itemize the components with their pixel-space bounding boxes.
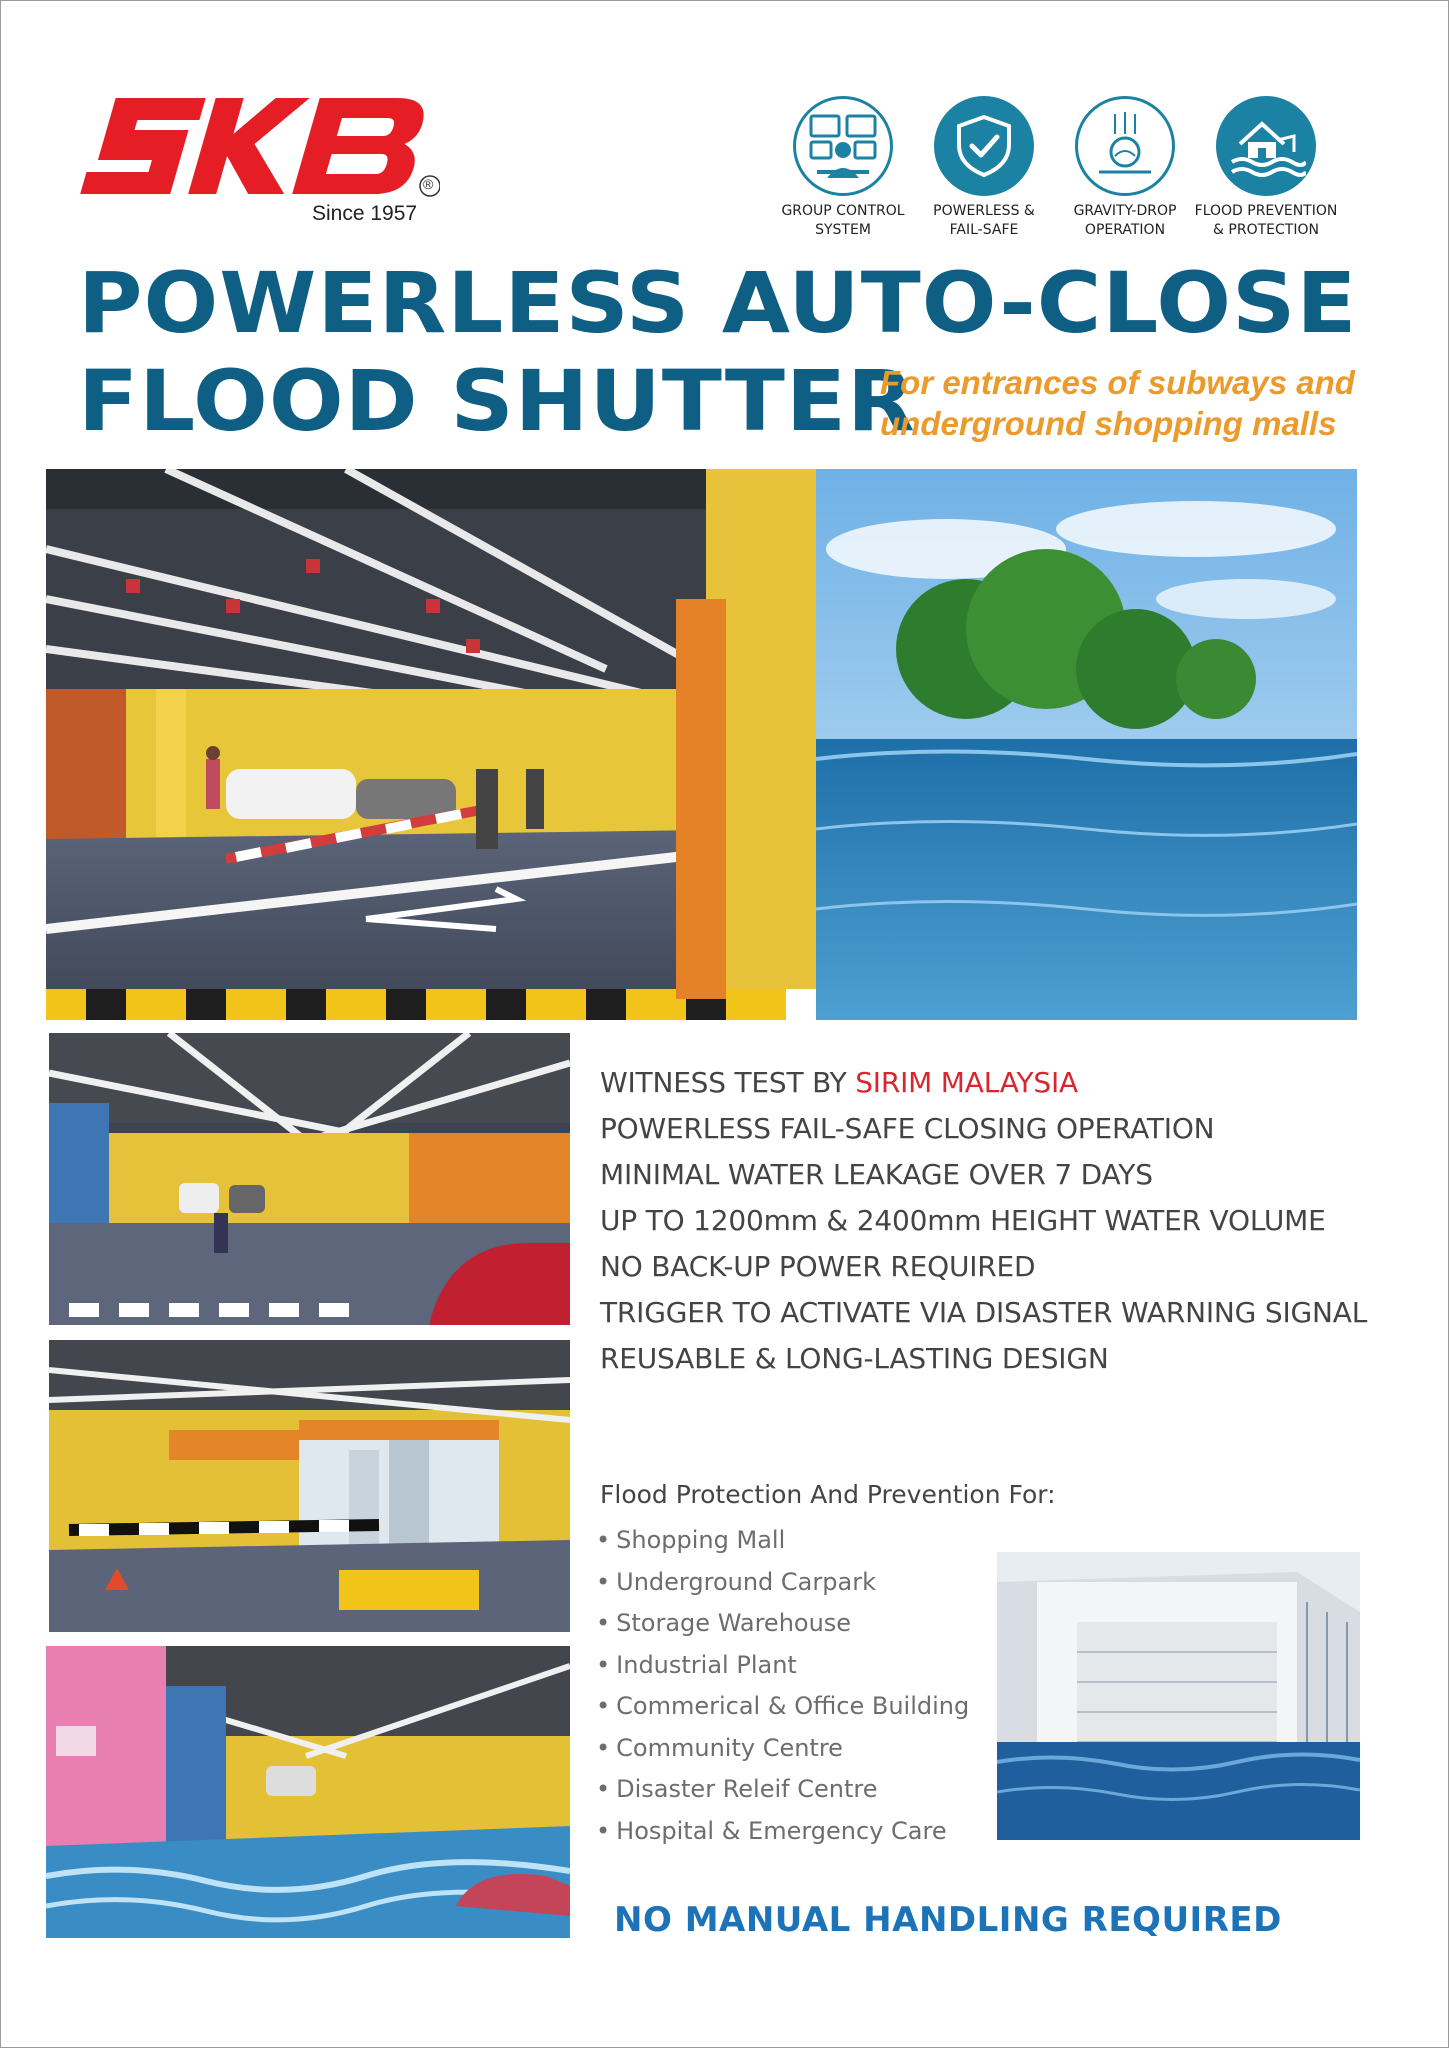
bullet-icon: •: [596, 1650, 611, 1679]
feature-label: GRAVITY-DROP OPERATION: [1073, 203, 1177, 238]
registered-mark: ®: [423, 176, 434, 192]
skb-logo-mark: [80, 90, 440, 200]
spec-item: NO BACK-UP POWER REQUIRED: [600, 1250, 1036, 1283]
since-label: Since 1957: [312, 202, 418, 225]
feature-gravity-drop: [1050, 96, 1200, 240]
shield-check-icon: [934, 96, 1034, 196]
gravity-drop-icon: [1075, 96, 1175, 196]
application-item: [596, 1603, 996, 1645]
spec-list: [600, 1060, 1390, 1382]
feature-powerless-failsafe: [909, 96, 1059, 240]
headline-line1: POWERLESS AUTO-CLOSE: [78, 254, 1358, 353]
carpark-flooded-image: [46, 1646, 570, 1938]
subheadline: [880, 362, 1355, 444]
application-label: Underground Carpark: [616, 1567, 876, 1596]
application-item: [596, 1520, 996, 1562]
application-label: Storage Warehouse: [616, 1609, 852, 1637]
bullet-icon: •: [596, 1816, 611, 1845]
application-item: [596, 1769, 996, 1811]
feature-label: POWERLESS & FAIL-SAFE: [933, 203, 1035, 238]
bullet-icon: •: [596, 1609, 611, 1637]
application-label: Community Centre: [616, 1733, 843, 1762]
application-label: Industrial Plant: [616, 1650, 797, 1679]
application-item: [596, 1811, 996, 1853]
feature-label: GROUP CONTROL SYSTEM: [781, 203, 905, 238]
feature-label: FLOOD PREVENTION & PROTECTION: [1194, 203, 1338, 238]
bullet-icon: •: [596, 1692, 611, 1720]
spec-item: MINIMAL WATER LEAKAGE OVER 7 DAYS: [600, 1158, 1153, 1191]
spec-item: REUSABLE & LONG-LASTING DESIGN: [600, 1342, 1109, 1375]
spec-witness-org: SIRIM MALAYSIA: [855, 1066, 1079, 1099]
feature-group-control: [768, 96, 918, 240]
application-item: [596, 1728, 996, 1770]
spec-item: TRIGGER TO ACTIVATE VIA DISASTER WARNING SIGNAL: [600, 1296, 1368, 1329]
application-label: Disaster Releif Centre: [616, 1775, 878, 1803]
application-item: [596, 1645, 996, 1687]
headline-line2: FLOOD SHUTTER: [78, 352, 916, 451]
spec-item: POWERLESS FAIL-SAFE CLOSING OPERATION: [600, 1112, 1215, 1145]
no-manual-handling-cta: NO MANUAL HANDLING REQUIRED: [614, 1900, 1282, 1940]
carpark-entrance-image: [49, 1033, 570, 1325]
bullet-icon: •: [596, 1526, 611, 1554]
applications-list: [596, 1520, 996, 1852]
feature-flood-prevention: [1191, 96, 1341, 240]
subheadline-line2: underground shopping malls: [880, 405, 1337, 442]
house-flood-icon: [1216, 96, 1316, 196]
spec-witness-prefix: WITNESS TEST BY: [600, 1066, 856, 1099]
application-item: [596, 1562, 996, 1604]
carpark-shutter-closing-image: [49, 1340, 570, 1632]
application-label: Hospital & Emergency Care: [616, 1816, 947, 1845]
bullet-icon: •: [596, 1733, 611, 1762]
spec-witness-test: [600, 1060, 1390, 1106]
subheadline-line1: For entrances of subways and: [880, 364, 1355, 401]
bullet-icon: •: [596, 1775, 611, 1803]
group-control-icon: [793, 96, 893, 196]
warehouse-shutter-flood-image: [997, 1552, 1360, 1840]
spec-item: UP TO 1200mm & 2400mm HEIGHT WATER VOLUME: [600, 1204, 1326, 1237]
application-label: Commerical & Office Building: [616, 1692, 970, 1720]
bullet-icon: •: [596, 1567, 611, 1596]
application-label: Shopping Mall: [616, 1526, 786, 1554]
applications-title: Flood Protection And Prevention For:: [600, 1480, 1056, 1509]
hero-carpark-flood-image: [46, 469, 1357, 1020]
skb-logo: [80, 90, 440, 230]
application-item: [596, 1686, 996, 1728]
